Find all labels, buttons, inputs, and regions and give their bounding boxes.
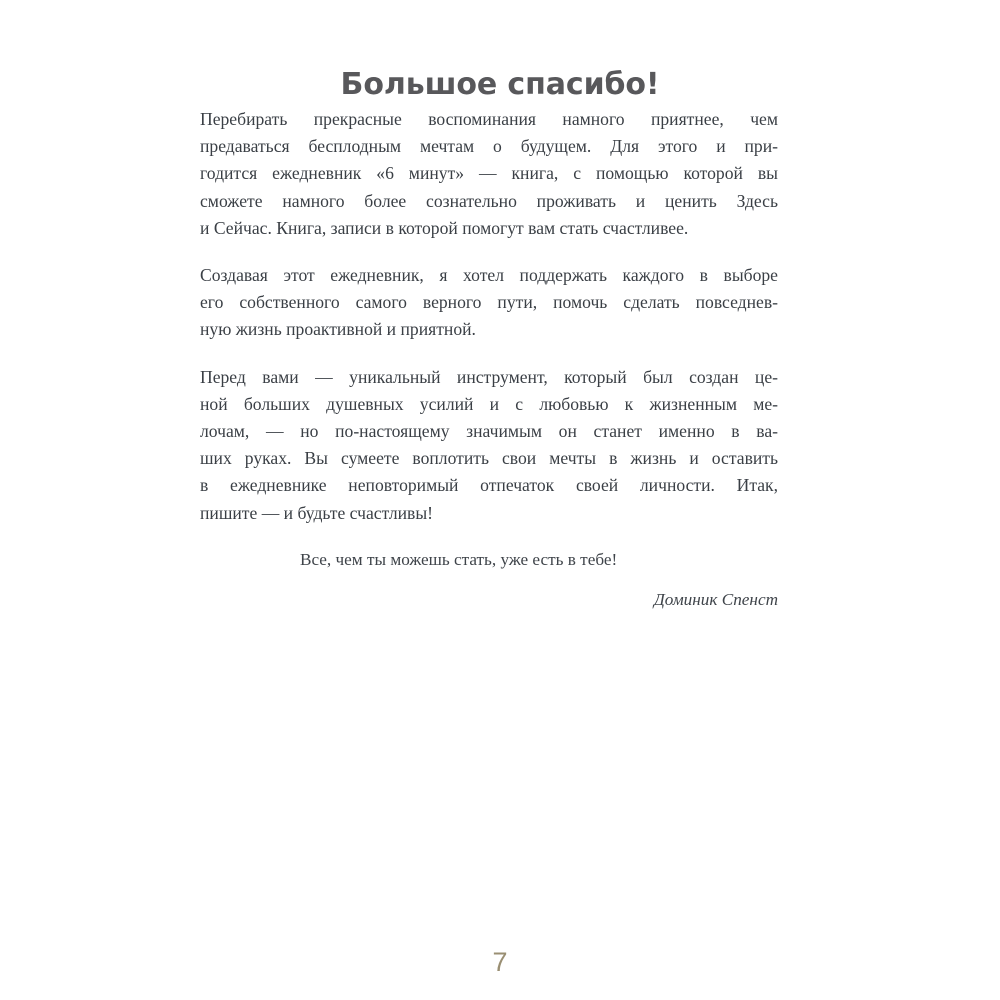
paragraph-3-line-4: ших руках. Вы сумеете воплотить свои мечты в жизнь и оставить <box>200 448 778 469</box>
paragraph-1 <box>200 106 778 242</box>
paragraph-3-line-5: в ежедневнике неповторимый отпечаток своей личности. Итак, <box>200 475 778 496</box>
paragraph-1-line-5: и Сейчас. Книга, записи в которой помогут вам стать счастливее. <box>200 217 689 238</box>
paragraph-1-line-2: предаваться бесплодным мечтам о будущем. Для этого и при- <box>200 136 778 157</box>
paragraph-3-line-6: пишите — и будьте счастливы! <box>200 502 434 523</box>
paragraph-1-line-4: сможете намного более сознательно проживать и ценить Здесь <box>200 190 778 211</box>
paragraph-2-line-3: ную жизнь проактивной и приятной. <box>200 319 476 340</box>
paragraph-3-line-2: ной больших душевных усилий и с любовью к жизненным ме- <box>200 393 778 414</box>
page-number: 7 <box>492 947 508 977</box>
paragraph-1-line-1: Перебирать прекрасные воспоминания намного приятнее, чем <box>200 109 778 129</box>
closing-quote-author: Доминик Спенст <box>653 590 778 609</box>
paragraph-3-line-3: лочам, — но по-настоящему значимым он станет именно в ва- <box>200 421 778 442</box>
closing-quote-block <box>200 546 778 613</box>
paragraph-3-line-1: Перед вами — уникальный инструмент, который был создан це- <box>200 366 778 387</box>
paragraph-3 <box>200 364 778 527</box>
paragraph-2-line-1: Создавая этот ежедневник, я хотел поддержать каждого в выборе <box>200 265 778 286</box>
paragraph-2 <box>200 262 778 344</box>
closing-quote: Все, чем ты можешь стать, уже есть в тебе! <box>300 550 618 569</box>
body-content <box>200 106 778 527</box>
paragraph-2-line-2: его собственного самого верного пути, помочь сделать повседнев- <box>200 292 778 313</box>
paragraph-1-line-3: годится ежедневник «6 минут» — книга, с помощью которой вы <box>200 163 778 184</box>
page-title: Большое спасибо! <box>340 67 660 103</box>
